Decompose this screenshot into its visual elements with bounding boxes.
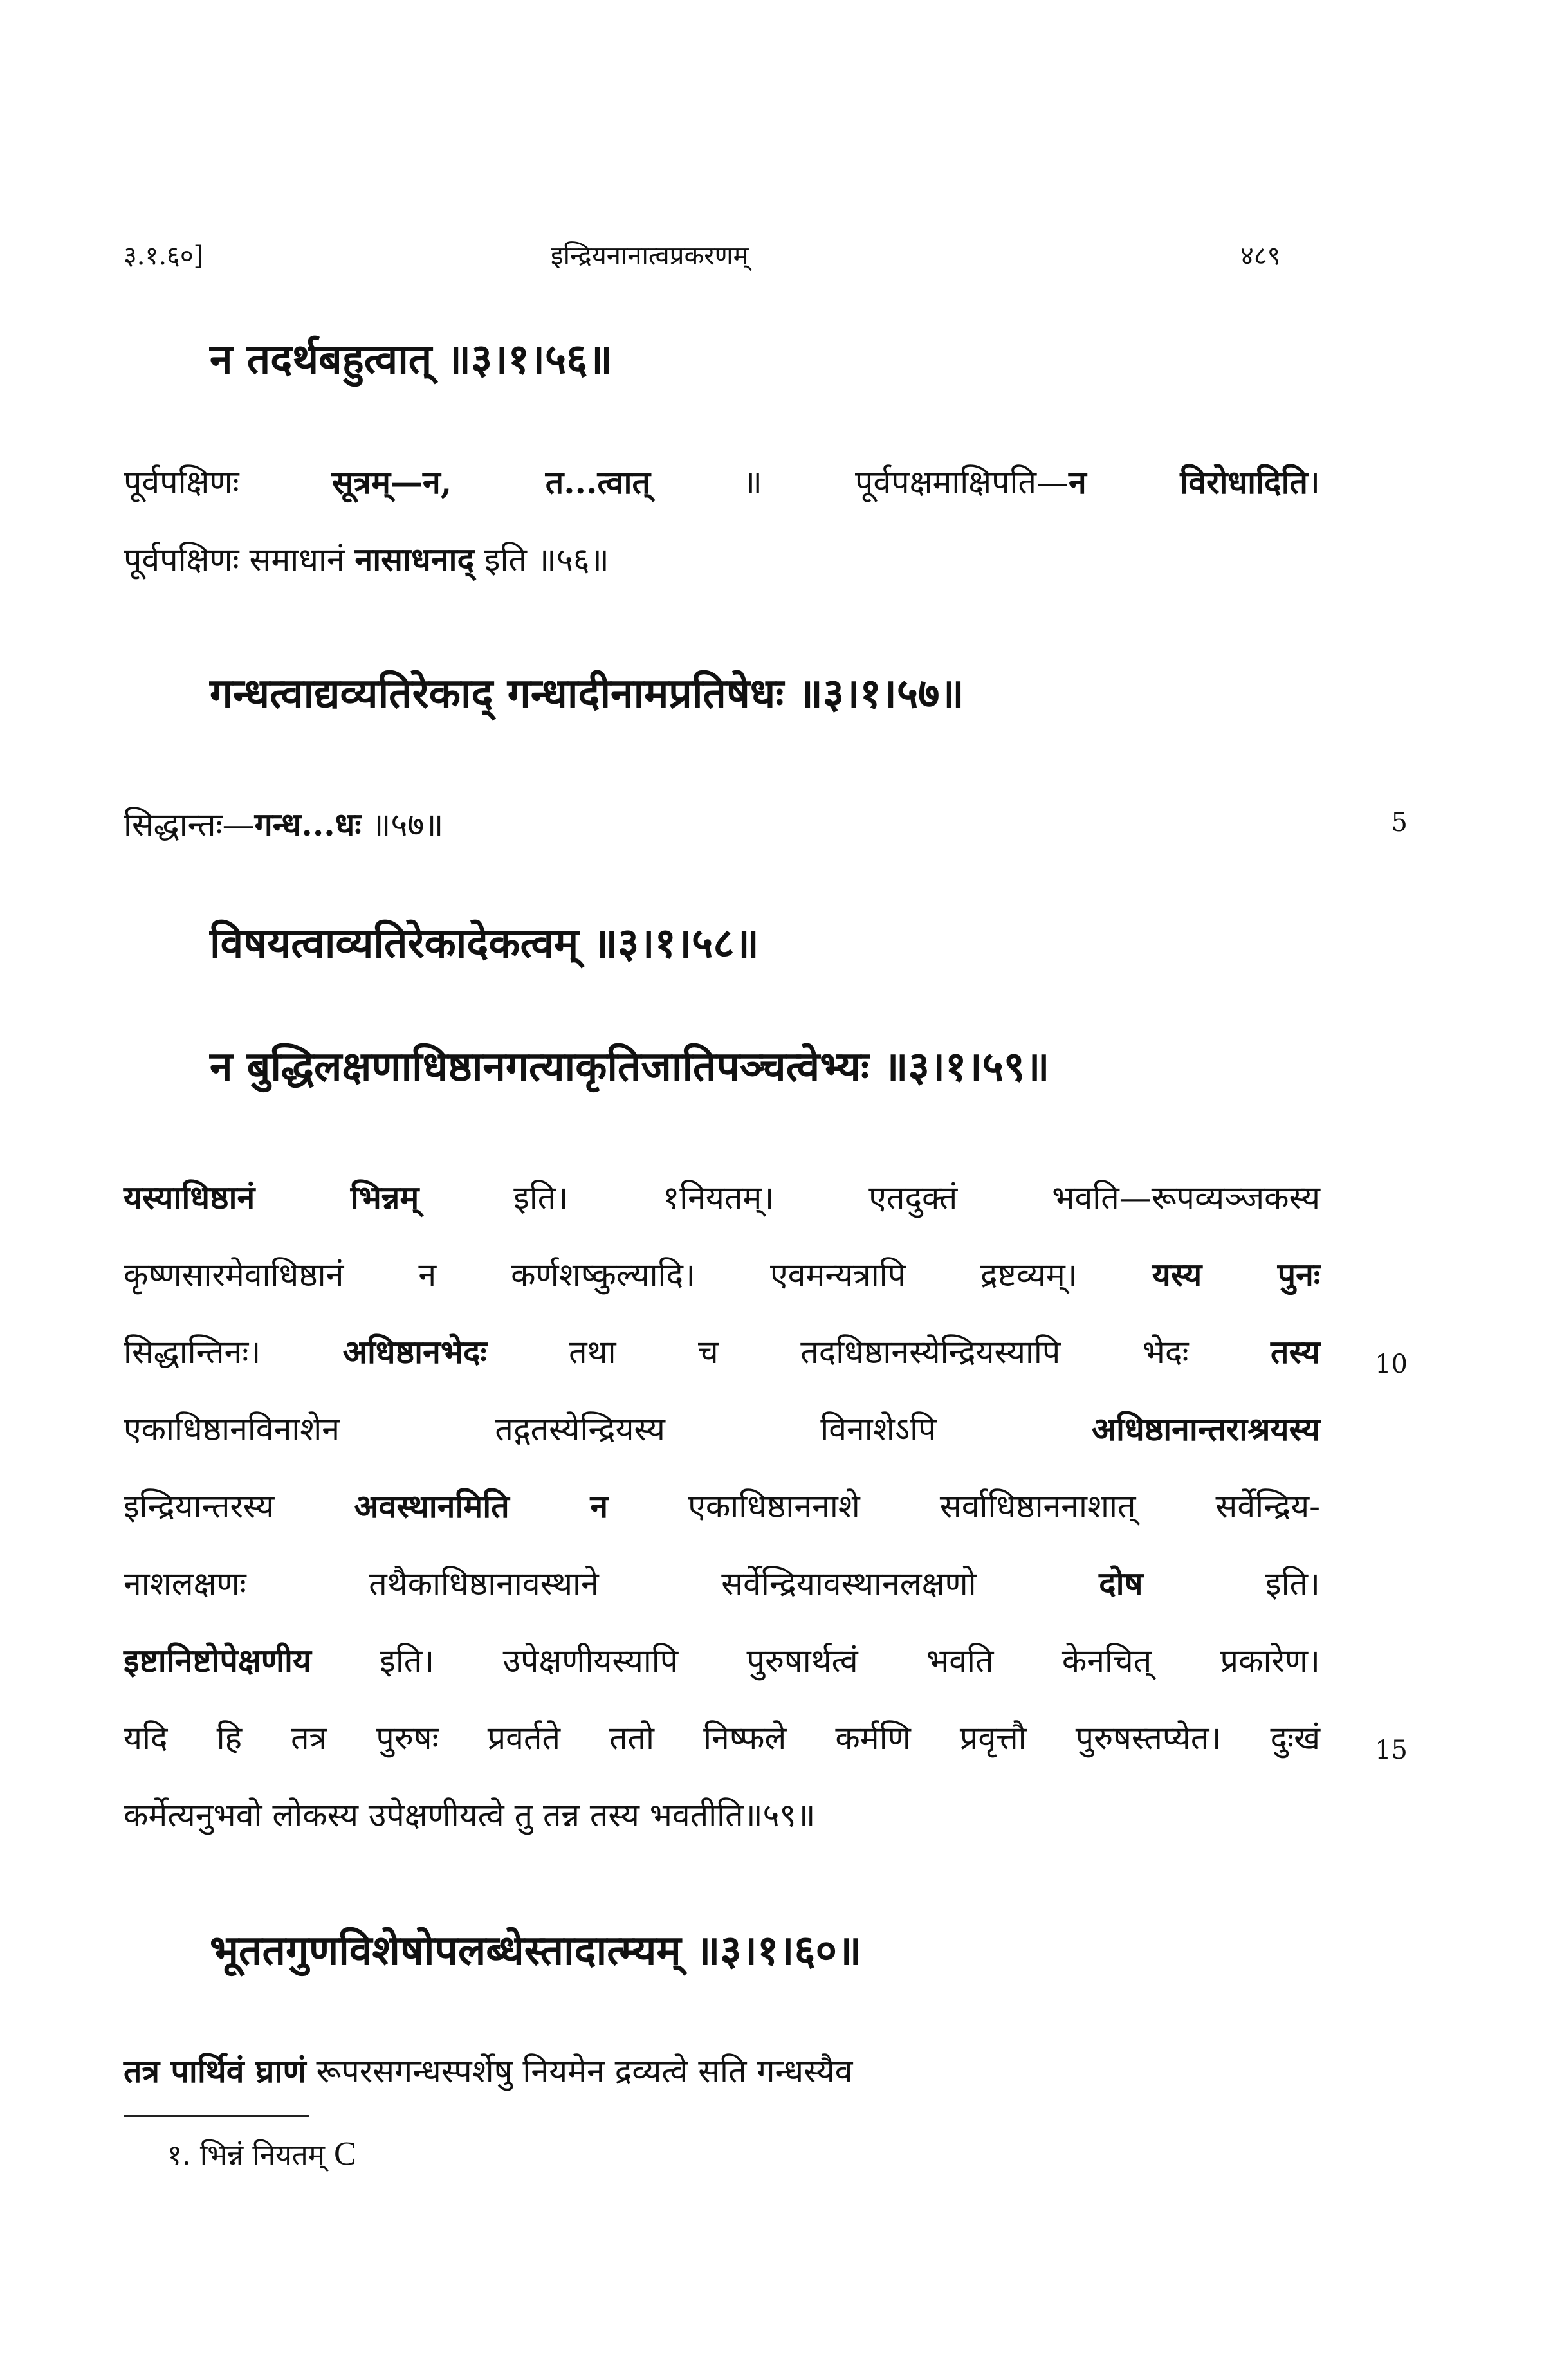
commentary-59: [124, 1159, 1320, 1854]
commentary-59-line: [124, 1468, 1320, 1545]
bold-term: अवस्थानमिति न: [354, 1487, 609, 1525]
text-run: कर्मेत्यनुभवो लोकस्य उपेक्षणीयत्वे तु तन्न तस्य भवतीति॥५९॥: [124, 1797, 816, 1834]
commentary-60: [124, 2033, 1320, 2110]
commentary-59-line: [124, 1314, 1320, 1391]
text-run: यदि हि तत्र पुरुषः प्रवर्तते ततो निष्फले कर्मणि प्रवृत्तौ पुरुषस्तप्येत। दुःखं: [124, 1719, 1320, 1757]
text-run: इन्द्रियान्तरस्य: [124, 1488, 354, 1525]
sutra-59: न बुद्धिलक्षणाधिष्ठानगत्याकृतिजातिपञ्चत्वेभ्यः ॥३।१।५९॥: [210, 1043, 1050, 1091]
commentary-59-line: [124, 1545, 1320, 1622]
footnote-rule: [124, 2115, 309, 2117]
text-run: कृष्णसारमेवाधिष्ठानं न कर्णशष्कुल्यादि। एवमन्यत्रापि द्रष्टव्यम्।: [124, 1256, 1152, 1294]
commentary-59-line: [124, 1236, 1320, 1314]
bold-term: दोष: [1099, 1564, 1143, 1602]
commentary-56-line: [124, 521, 1320, 598]
bold-term: नासाधनाद्: [354, 540, 474, 578]
commentary-59-line: [124, 1159, 1320, 1236]
footnote: [167, 2134, 356, 2173]
bold-term: अधिष्ठानभेदः: [342, 1333, 487, 1371]
bold-term: न विरोधादिति: [1068, 463, 1309, 501]
sutra-60: भूततगुणविशेषोपलब्धेस्तादात्म्यम् ॥३।१।६०॥: [210, 1927, 862, 1975]
text-run: रूपरसगन्धस्पर्शेषु नियमेन द्रव्यत्वे सति गन्धस्यैव: [306, 2053, 853, 2090]
text-run: ॥ पूर्वपक्षमाक्षिपति—: [650, 464, 1069, 501]
bold-term: गन्ध...धः: [254, 805, 362, 843]
sutra-57: गन्धत्वाद्यव्यतिरेकाद् गन्धादीनामप्रतिषेधः ॥३।१।५७॥: [210, 670, 964, 718]
commentary-59-line: [124, 1699, 1320, 1777]
line-number-10: 10: [1375, 1350, 1408, 1379]
line-number-15: 15: [1375, 1735, 1408, 1765]
text-run: सिद्धान्तः—: [124, 806, 255, 843]
sutra-58: विषयत्वाव्यतिरेकादेकत्वम् ॥३।१।५८॥: [210, 919, 759, 967]
header-section-ref: ३.१.६०]: [124, 241, 204, 271]
text-run: इति। १नियतम्। एतदुक्तं भवति—रूपव्यञ्जकस्य: [419, 1179, 1320, 1216]
text-run: एकाधिष्ठानविनाशेन तद्गतस्येन्द्रियस्य विनाशेऽपि: [124, 1411, 1092, 1448]
text-run: तथा च तदधिष्ठानस्येन्द्रियस्यापि भेदः: [486, 1333, 1271, 1371]
commentary-60-line: [124, 2033, 1320, 2110]
commentary-56-line: [124, 444, 1320, 521]
text-run: इति।: [1143, 1565, 1320, 1602]
text-run: ॥५७॥: [361, 806, 444, 843]
bold-term: अधिष्ठानान्तराश्रयस्य: [1091, 1410, 1320, 1448]
commentary-56: [124, 444, 1320, 598]
sutra-56: न तदर्थबहुत्वात् ॥३।१।५६॥: [210, 335, 612, 383]
line-number-5: 5: [1391, 808, 1408, 838]
text-run: इति ॥५६॥: [474, 541, 609, 578]
footnote-label: १. भिन्नं नियतम्: [167, 2139, 325, 2172]
bold-term: तस्य: [1271, 1333, 1320, 1371]
commentary-59-line: [124, 1391, 1320, 1468]
text-run: नाशलक्षणः तथैकाधिष्ठानावस्थाने सर्वेन्द्रियावस्थानलक्षणो: [124, 1565, 1099, 1602]
text-run: एकाधिष्ठाननाशे सर्वाधिष्ठाननाशात् सर्वेन्द्रिय-: [608, 1488, 1320, 1525]
bold-term: तत्र पार्थिवं घ्राणं: [124, 2052, 306, 2090]
commentary-57: [124, 786, 1320, 863]
bold-term: सूत्रम्—न, त...त्वात्: [331, 463, 650, 501]
header-chapter-title: इन्द्रियनानात्वप्रकरणम्: [551, 241, 749, 271]
page-number: ४८९: [1240, 241, 1281, 271]
commentary-57-line: [124, 786, 1320, 863]
bold-term: इष्टानिष्टोपेक्षणीय: [124, 1642, 311, 1680]
footnote-siglum: C: [333, 2136, 356, 2172]
text-run: ।: [1308, 464, 1321, 501]
text-run: सिद्धान्तिनः।: [124, 1333, 343, 1371]
commentary-59-line: [124, 1777, 1320, 1854]
bold-term: यस्याधिष्ठानं भिन्नम्: [124, 1178, 419, 1216]
text-run: पूर्वपक्षिणः समाधानं: [124, 541, 355, 578]
text-run: इति। उपेक्षणीयस्यापि पुरुषार्थत्वं भवति केनचित् प्रकारेण।: [311, 1642, 1320, 1680]
bold-term: यस्य पुनः: [1152, 1256, 1321, 1294]
text-run: पूर्वपक्षिणः: [124, 464, 332, 501]
commentary-59-line: [124, 1622, 1320, 1699]
